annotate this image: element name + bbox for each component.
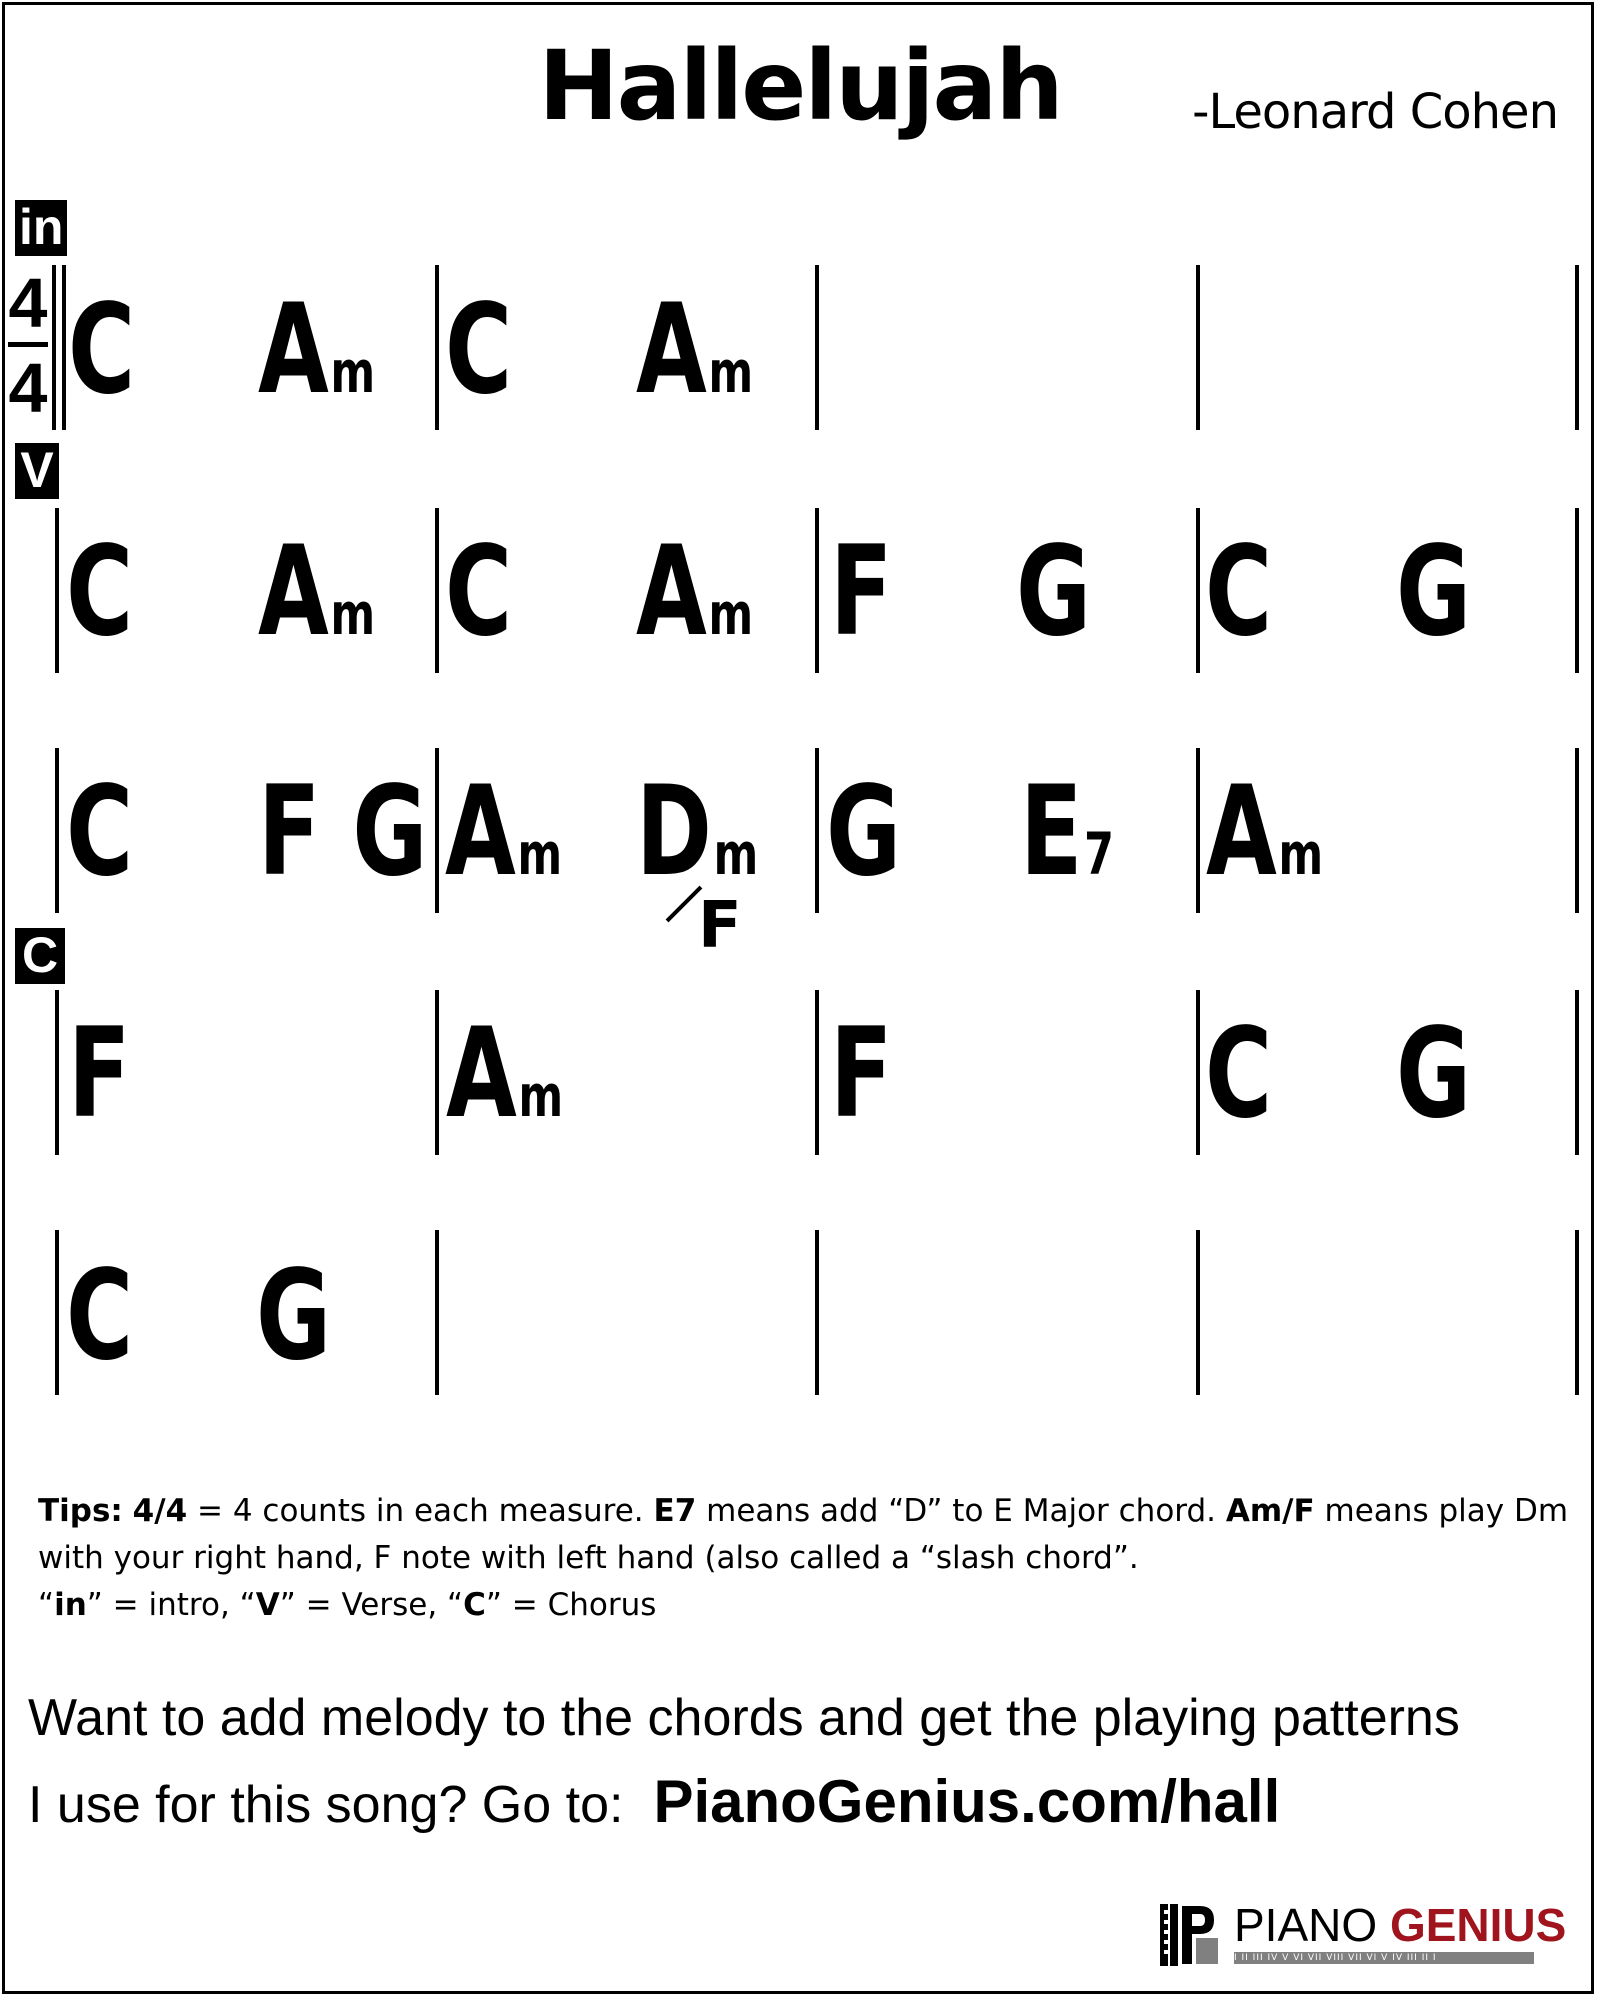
chord: C <box>1205 1002 1273 1146</box>
barline <box>1196 1230 1200 1395</box>
promo-url-link[interactable]: PianoGenius.com/hall <box>653 1768 1281 1835</box>
piano-keys-icon <box>1160 1904 1220 1966</box>
barline <box>1575 265 1579 430</box>
logo-wordmark: PIANO GENIUS <box>1234 1899 1567 1951</box>
chord: C <box>1205 520 1273 664</box>
chord: Am <box>445 760 563 904</box>
chord: Am <box>1206 760 1324 904</box>
chord: C <box>445 520 513 664</box>
chord: F G <box>258 760 428 904</box>
barline <box>55 1230 59 1395</box>
barline <box>1575 748 1579 913</box>
promo-line-1: Want to add melody to the chords and get the playing patterns <box>28 1689 1460 1747</box>
time-signature-top: 4 <box>8 264 48 342</box>
barline <box>1196 265 1200 430</box>
tips-text: Tips: 4/4 = 4 counts in each measure. E7 means add “D” to E Major chord. Am/F means play Dm with your right hand, F note with left hand (also called a “slash chord”. “in” = intro, “V” = Verse, “C” = Chorus <box>38 1493 1569 1623</box>
barline <box>815 265 819 430</box>
chord: F <box>830 520 893 664</box>
chord: C <box>66 1244 134 1388</box>
barline <box>435 748 439 913</box>
barline <box>1575 508 1579 673</box>
chorus-badge: C <box>15 928 65 984</box>
song-title: Hallelujah <box>538 30 1062 142</box>
chord: G <box>1016 520 1092 664</box>
barline <box>435 990 439 1155</box>
chord: G <box>256 1244 332 1388</box>
chord: C <box>445 278 513 422</box>
chord: C <box>66 520 134 664</box>
double-barline <box>52 265 56 430</box>
piano-genius-logo <box>1160 1899 1567 1970</box>
chord: F <box>830 1002 893 1146</box>
chord: F <box>68 1002 131 1146</box>
chord: G <box>1396 1002 1472 1146</box>
chord: Am <box>446 1002 564 1146</box>
verse-badge: V <box>15 443 59 499</box>
barline <box>1196 990 1200 1155</box>
barline <box>55 508 59 673</box>
composer-name: -Leonard Cohen <box>1192 84 1558 140</box>
slash-bass-note: F <box>698 889 742 963</box>
barline <box>55 748 59 913</box>
barline <box>815 748 819 913</box>
chord: Am <box>636 520 754 664</box>
barline <box>435 265 439 430</box>
barline <box>815 508 819 673</box>
chord: Am <box>636 278 754 422</box>
time-signature-bottom: 4 <box>8 349 48 427</box>
barline <box>1196 508 1200 673</box>
intro-badge: in <box>15 200 67 256</box>
logo-numeral-bar: I II III IV V VI VII VIII VII VI V IV III II I <box>1234 1952 1534 1964</box>
barline <box>815 1230 819 1395</box>
barline <box>1575 990 1579 1155</box>
chord: Dm <box>636 760 759 904</box>
chord: G <box>826 760 902 904</box>
chord: Am <box>258 278 376 422</box>
chord: Am <box>258 520 376 664</box>
barline <box>1575 1230 1579 1395</box>
promo-text <box>28 1676 1588 1847</box>
chord: C <box>66 760 134 904</box>
time-signature-divider <box>8 342 48 347</box>
barline <box>815 990 819 1155</box>
chord: E7 <box>1020 760 1114 904</box>
time-signature <box>8 264 48 427</box>
chord: C <box>68 278 136 422</box>
promo-line-2: I use for this song? Go to: PianoGenius.com/hall <box>28 1768 1281 1835</box>
barline <box>55 990 59 1155</box>
barline <box>435 1230 439 1395</box>
barline <box>62 265 66 430</box>
barline <box>1196 748 1200 913</box>
barline <box>435 508 439 673</box>
chord: G <box>1396 520 1472 664</box>
